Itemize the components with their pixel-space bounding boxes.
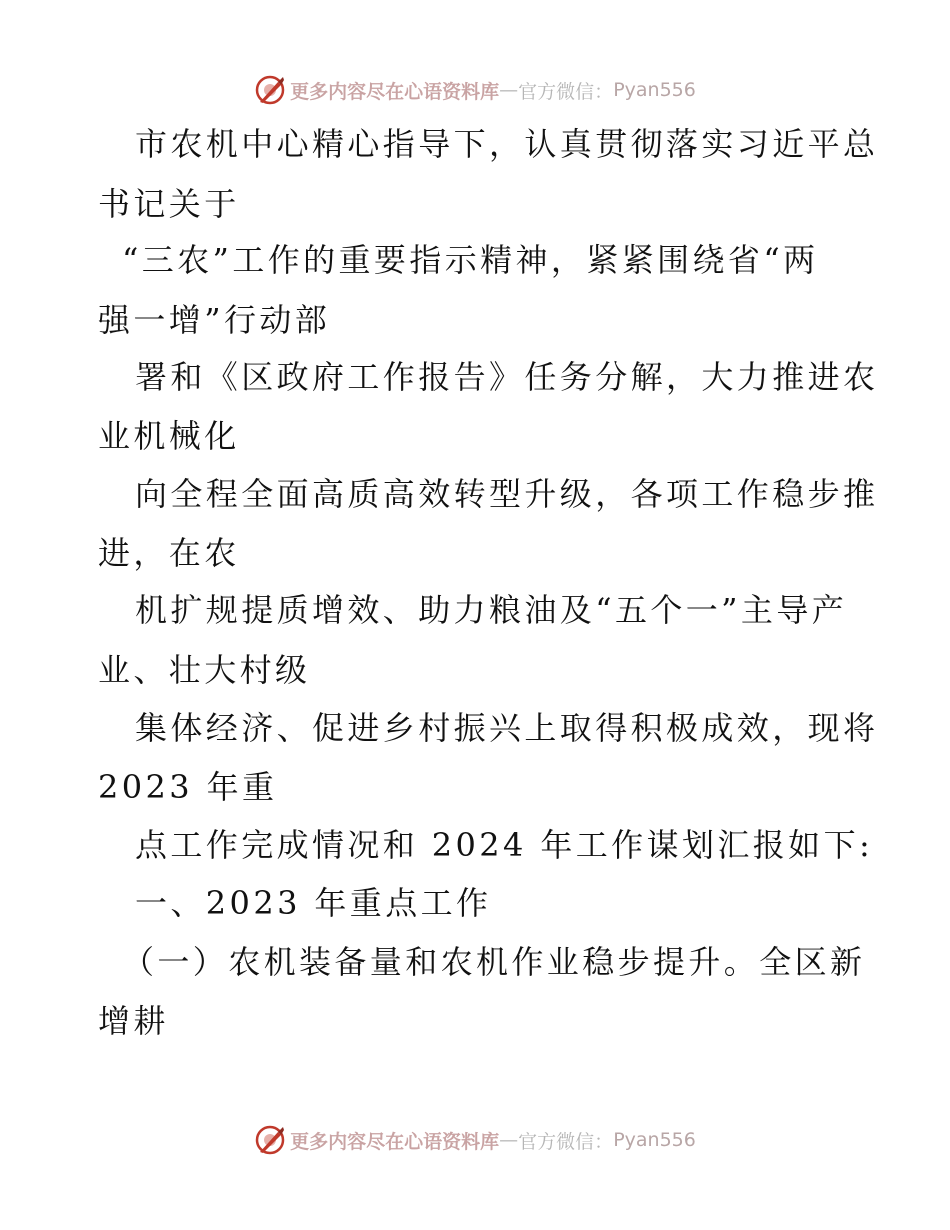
body-line: 机扩规提质增效、助力粮油及“五个一”主导产	[135, 591, 848, 629]
body-line: “三农”工作的重要指示精神，紧紧围绕省“两	[122, 241, 819, 279]
body-line: 2023 年重	[98, 768, 278, 806]
body-line: 市农机中心精心指导下，认真贯彻落实习近平总	[135, 125, 879, 163]
watermark-label: 官方微信：	[518, 1130, 614, 1153]
body-line: 集体经济、促进乡村振兴上取得积极成效，现将	[135, 709, 879, 747]
watermark-wechat-id: Pyan556	[613, 79, 696, 101]
body-line: 署和《区政府工作报告》任务分解，大力推进农	[135, 358, 879, 396]
quill-seal-icon	[254, 1124, 286, 1156]
body-line: 强一增”行动部	[98, 301, 331, 339]
body-line: 业、壮大村级	[98, 651, 311, 689]
watermark-site-text: 更多内容尽在心语资料库	[290, 1130, 500, 1153]
watermark-site-text: 更多内容尽在心语资料库	[290, 80, 500, 103]
body-line: 点工作完成情况和 2024 年工作谋划汇报如下:	[135, 826, 874, 864]
body-line: 增耕	[98, 1002, 169, 1040]
watermark-separator: —	[499, 79, 519, 101]
body-line: 进，在农	[98, 534, 240, 572]
body-line: 书记关于	[98, 185, 240, 223]
watermark-label: 官方微信：	[518, 80, 614, 103]
subsection-heading: （一）农机装备量和农机作业稳步提升。全区新	[122, 943, 866, 981]
body-line: 业机械化	[98, 417, 240, 455]
quill-seal-icon	[254, 74, 286, 106]
body-line: 向全程全面高质高效转型升级，各项工作稳步推	[135, 475, 879, 513]
watermark-separator: —	[499, 1129, 519, 1151]
watermark-wechat-id: Pyan556	[613, 1129, 696, 1151]
header-watermark	[0, 70, 950, 110]
footer-watermark	[0, 1120, 950, 1160]
section-heading: 一、2023 年重点工作	[135, 884, 492, 922]
